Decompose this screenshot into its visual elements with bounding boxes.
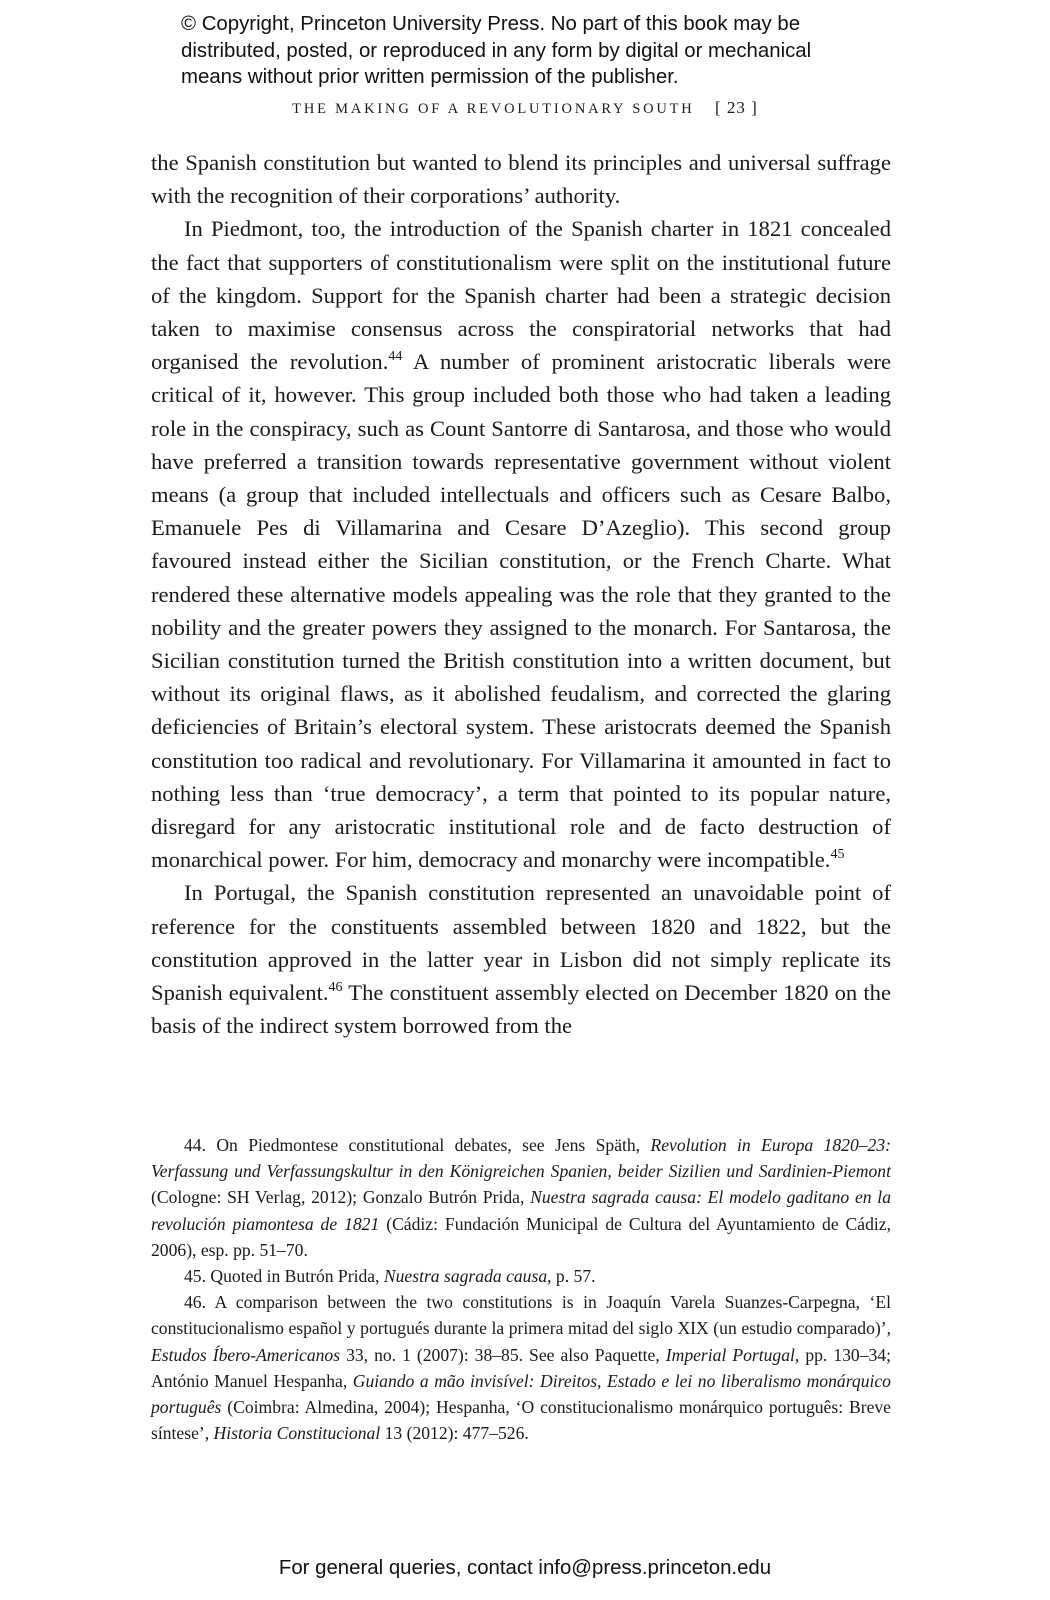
copyright-line: means without prior written permission of the publisher. xyxy=(181,66,679,88)
footnote-citation-title: Imperial Portugal xyxy=(665,1344,795,1365)
footnote-citation-title: Revolution in Europa 1820–23: Verfassung und Verfassungskultur in den Königreichen Spanien, beider Sizilien und Sardinien-Piemont xyxy=(151,1135,891,1182)
paragraph-text: The constituent assembly elected on December 1820 on the basis of the indirect system borrowed from the xyxy=(151,980,891,1039)
footnote-marker: 45 xyxy=(830,847,845,863)
footnote-citation-title: Historia Constitucional xyxy=(213,1423,381,1444)
footnote-text: (Cologne: SH Verlag, 2012); Gonzalo Butrón Prida, xyxy=(151,1187,531,1208)
footnote-citation-title: Nuestra sagrada causa xyxy=(383,1266,548,1287)
footnote-citation-title: Nuestra sagrada causa: El modelo gaditano en la revolución piamontesa de 1821 xyxy=(151,1187,891,1234)
footnote-citation-title: Estudos Íbero-Americanos xyxy=(151,1344,341,1365)
footnote-44 xyxy=(151,1132,891,1263)
paragraph-text: A number of prominent aristocratic liberals were critical of it, however. This group included both those who had taken a leading role in the conspiracy, such as Count Santorre di Santarosa, and those who would have preferred a transition towards representative government without violent means (a group that included intellectuals and officers such as Cesare Balbo, Emanuele Pes di Villamarina and Cesare D’Azeglio). This second group favoured instead either the Sicilian constitution, or the French Charte. What rendered these alternative models appealing was the role that they granted to the nobility and the greater powers they assigned to the monarch. For Santarosa, the Sicilian constitution turned the British constitution into a written document, but without its original flaws, as it abolished feudalism, and corrected the glaring deficiencies of Britain’s electoral system. These aristocrats deemed the Spanish constitution too radical and revolutionary. For Villamarina it amounted in fact to nothing less than ‘true democracy’, a term that pointed to its popular nature, disregard for any aristocratic institutional role and de facto destruction of monarchical power. For him, democracy and monarchy were incompatible. xyxy=(151,349,891,873)
footnotes xyxy=(151,1132,891,1446)
paragraph xyxy=(151,876,891,1042)
body-text xyxy=(151,146,891,1042)
footnote-45 xyxy=(151,1263,891,1289)
footnote-text: 44. On Piedmontese constitutional debates, see Jens Späth, xyxy=(184,1135,651,1155)
paragraph xyxy=(151,146,891,212)
page-number: [ 23 ] xyxy=(714,98,758,117)
footnote-text: , p. 57. xyxy=(547,1266,596,1287)
footnote-text: 45. Quoted in Butrón Prida, xyxy=(184,1266,384,1287)
footnote-citation-title: Guiando a mão invisível: Direitos, Estado e lei no liberalismo monárquico português xyxy=(151,1370,891,1418)
paragraph-text: In Piedmont, too, the introduction of the Spanish charter in 1821 concealed the fact that supporters of constitutionalism were split on the institutional future of the kingdom. Support for the Spanish charter had been a strategic decision taken to maximise consensus across the conspiratorial networks that had organised the revolution. xyxy=(151,216,891,375)
copyright-line: © Copyright, Princeton University Press. No part of this book may be xyxy=(181,13,801,35)
paragraph-text: the Spanish constitution but wanted to blend its principles and universal suffrage with the recognition of their corporations’ authority. xyxy=(151,150,891,209)
paragraph-text: In Portugal, the Spanish constitution represented an unavoidable point of reference for the constituents assembled between 1820 and 1822, but the constitution approved in the latter year in Lisbon did not simply replicate its Spanish equivalent. xyxy=(151,880,891,1006)
footnote-marker: 46 xyxy=(328,980,343,996)
footnote-46 xyxy=(151,1289,891,1446)
footnote-text: (Cádiz: Fundación Municipal de Cultura del Ayuntamiento de Cádiz, 2006), esp. pp. 51–70. xyxy=(151,1213,891,1260)
footnote-text: 13 (2012): 477–526. xyxy=(380,1423,529,1444)
footnote-text: , pp. 130–34; António Manuel Hespanha, xyxy=(151,1344,891,1391)
footnote-text: 46. A comparison between the two constitutions is in Joaquín Varela Suanzes-Carpegna, ‘El constitucionalismo español y portugués durante la primera mitad del siglo XIX (un estudio comparado)’, xyxy=(151,1292,891,1339)
footer-contact: For general queries, contact info@press.princeton.edu xyxy=(278,1557,772,1579)
running-head-title: THE MAKING OF A REVOLUTIONARY SOUTH xyxy=(292,101,695,117)
copyright-notice xyxy=(181,11,881,91)
copyright-line: distributed, posted, or reproduced in any form by digital or mechanical xyxy=(181,39,812,62)
running-head xyxy=(0,98,1050,118)
footnote-text: 33, no. 1 (2007): 38–85. See also Paquette, xyxy=(340,1344,666,1365)
footnote-marker: 44 xyxy=(388,349,403,365)
footnote-text: (Coimbra: Almedina, 2004); Hespanha, ‘O constitucionalismo monárquico português: Breve síntese’, xyxy=(151,1397,891,1444)
paragraph xyxy=(151,212,891,876)
